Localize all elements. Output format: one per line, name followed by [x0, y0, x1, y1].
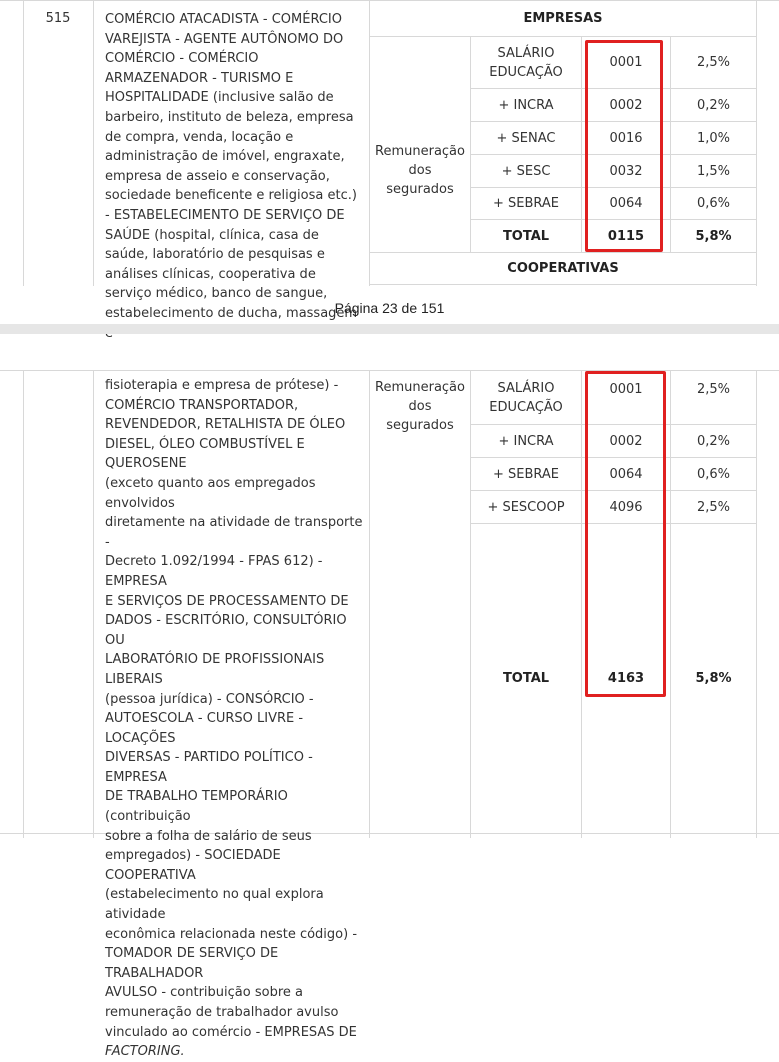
entity-rate: 2,5% — [696, 381, 731, 397]
desc-line: DIESEL, ÓLEO COMBUSTÍVEL E QUEROSENE — [105, 436, 305, 472]
grid-line — [23, 0, 24, 286]
entity-name: + SESCOOP — [487, 499, 565, 515]
code-highlight-box — [585, 40, 663, 252]
desc-line: Decreto 1.092/1994 - FPAS 612) - EMPRESA — [105, 554, 323, 589]
entity-name: + SEBRAE — [492, 196, 560, 211]
entity-name: + SENAC — [496, 130, 556, 146]
total-label: TOTAL — [502, 671, 550, 686]
entity-rate: 0,2% — [696, 433, 731, 449]
total-code: 4163 — [607, 671, 645, 686]
entity-name: + INCRA — [498, 97, 554, 113]
desc-line: DIVERSAS - PARTIDO POLÍTICO - EMPRESA — [105, 750, 313, 785]
activity-description-text: COMÉRCIO ATACADISTA - COMÉRCIO VAREJISTA - AGENTE AUTÔNOMO DO COMÉRCIO - COMÉRCIO ARMAZENADOR - TURISMO E HOSPITALIDADE (inclusive salão de barbeiro, instituto de beleza, empresa de compra, venda, locação e administração de imóvel, engraxate, empresa de asseio e conservação, sociedade beneficente e religiosa etc.) - ESTABELECIMENTO DE SERVIÇO DE SAÚDE (hospital, clínica, casa de saúde, laboratório de pesquisas e análises clínicas, cooperativa de serviço médico, banco de sangue, estabelecimento de ducha, massagem — [105, 12, 358, 321]
entity-code: 0064 — [609, 196, 643, 211]
entity-rate: 0,6% — [696, 466, 731, 482]
desc-line: AUTOESCOLA - CURSO LIVRE - LOCAÇÕES — [105, 711, 304, 746]
desc-line: LABORATÓRIO DE PROFISSIONAIS LIBERAIS — [105, 652, 325, 687]
entity-code: 0016 — [609, 130, 643, 146]
desc-line: (estabelecimento no qual explora atividade — [105, 887, 324, 923]
desc-line: E SERVIÇOS DE PROCESSAMENTO DE — [105, 593, 349, 609]
entity-rate: 0,2% — [696, 97, 731, 113]
desc-line: (pessoa jurídica) - CONSÓRCIO - — [105, 691, 314, 707]
entity-rate: 1,0% — [696, 130, 731, 146]
grid-line — [93, 0, 94, 286]
total-rate: 5,8% — [695, 228, 732, 244]
entity-code: 4096 — [609, 499, 643, 515]
entity-name: SALÁRIO EDUCAÇÃO — [489, 45, 563, 80]
grid-line — [369, 284, 757, 285]
entity-code: 0064 — [609, 466, 643, 482]
desc-line: TOMADOR DE SERVIÇO DE TRABALHADOR — [105, 946, 279, 981]
entity-rate: 2,5% — [696, 499, 731, 515]
grid-line — [369, 370, 370, 838]
desc-line: diretamente na atividade de transporte - — [105, 515, 363, 550]
entity-code: 0032 — [609, 163, 643, 179]
grid-line — [93, 370, 94, 838]
section-title-cooperativas: COOPERATIVAS — [507, 261, 619, 276]
section-title-empresas: EMPRESAS — [523, 10, 603, 26]
desc-line: AVULSO - contribuição sobre a — [105, 985, 303, 1001]
desc-line: fisioterapia e empresa de prótese) - — [105, 378, 339, 393]
page-number: Página 23 de 151 — [334, 300, 445, 316]
desc-line: econômica relacionada neste código) - — [105, 926, 358, 942]
desc-line: empregados) - SOCIEDADE COOPERATIVA — [105, 848, 281, 883]
contribution-base: Remuneração dos segurados — [375, 380, 465, 433]
activity-description-continued — [105, 376, 363, 1062]
desc-line-italic: FACTORING. — [105, 1044, 185, 1060]
total-code: 0115 — [607, 228, 645, 244]
contribution-base: Remuneração dos segurados — [375, 143, 465, 197]
desc-line: vinculado ao comércio - EMPRESAS DE — [105, 1024, 357, 1040]
desc-line: REVENDEDOR, RETALHISTA DE ÓLEO — [105, 417, 346, 433]
code-highlight-box — [585, 371, 666, 697]
entity-code: 0002 — [609, 433, 643, 449]
entity-rate: 2,5% — [696, 55, 731, 70]
desc-line: sobre a folha de salário de seus — [105, 828, 312, 844]
fpas-code: 515 — [45, 11, 71, 26]
total-rate: 5,8% — [695, 671, 732, 686]
grid-line — [756, 0, 757, 286]
entity-code: 0002 — [609, 97, 643, 113]
entity-rate: 0,6% — [696, 196, 731, 211]
entity-rate: 1,5% — [696, 163, 731, 179]
entity-name: SALÁRIO EDUCAÇÃO — [489, 380, 563, 415]
desc-line: DADOS - ESCRITÓRIO, CONSULTÓRIO OU — [105, 613, 347, 648]
activity-description — [105, 10, 363, 321]
total-label: TOTAL — [502, 228, 550, 244]
entity-name: + SEBRAE — [492, 466, 560, 482]
desc-line: remuneração de trabalhador avulso — [105, 1005, 339, 1020]
grid-line — [756, 370, 757, 838]
entity-name: + INCRA — [498, 433, 554, 449]
grid-line — [23, 370, 24, 838]
entity-code: 0001 — [609, 55, 643, 70]
entity-name: + SESC — [501, 163, 551, 179]
desc-line: COMÉRCIO TRANSPORTADOR, — [105, 397, 299, 413]
desc-line: DE TRABALHO TEMPORÁRIO (contribuição — [105, 789, 288, 825]
desc-line: (exceto quanto aos empregados envolvidos — [105, 475, 316, 511]
entity-code: 0001 — [609, 381, 643, 397]
page-separator — [0, 324, 779, 334]
